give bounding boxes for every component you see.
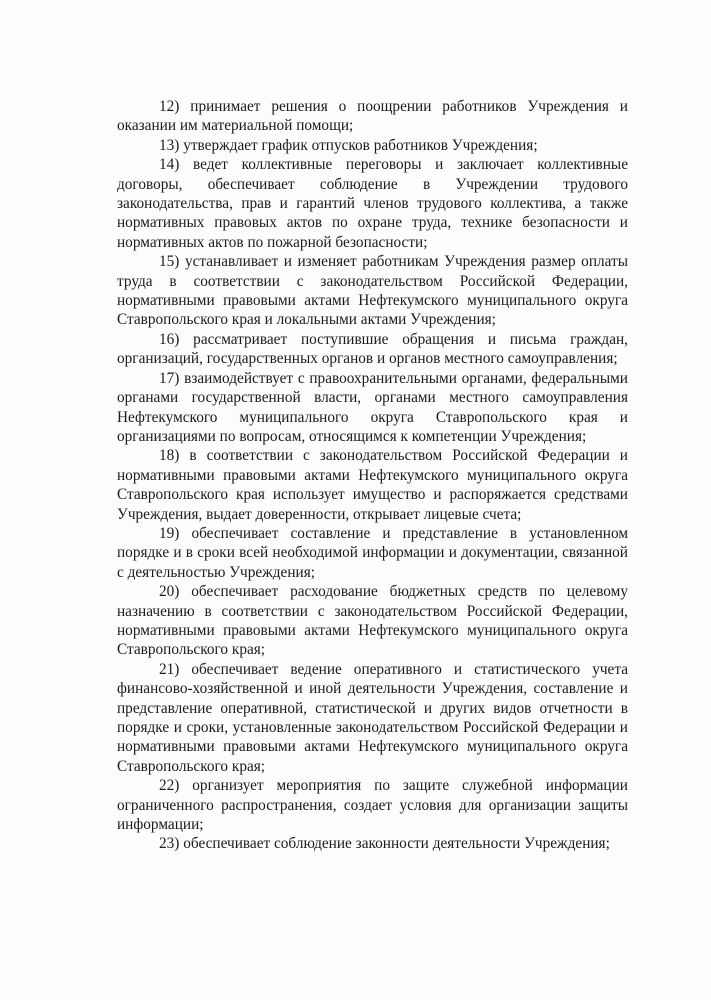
- paragraph-item-12: 12) принимает решения о поощрении работников Учреждения и оказании им материальной помощи;: [117, 98, 628, 135]
- paragraph-item-19: 19) обеспечивает составление и представление в установленном порядке и в сроки всей необходимой информации и документации, связанной с деятельностью Учреждения;: [117, 524, 628, 581]
- paragraph-item-18: 18) в соответствии с законодательством Российской Федерации и нормативными правовыми актами Нефтекумского муниципального округа Ставропольского края использует имущество и распоряжается средствами Учреждения, выдает доверенности, открывает лицевые счета;: [117, 447, 628, 523]
- paragraph-item-14: 14) ведет коллективные переговоры и заключает коллективные договоры, обеспечивает соблюдение в Учреждении трудового законодательства, прав и гарантий членов трудового коллектива, а также нормативных правовых актов по охране труда, технике безопасности и нормативных актов по пожарной безопасности;: [117, 156, 628, 251]
- paragraph-item-16: 16) рассматривает поступившие обращения и письма граждан, организаций, государственных органов и органов местного самоуправления;: [117, 330, 628, 368]
- paragraph-item-23: 23) обеспечивает соблюдение законности деятельности Учреждения;: [159, 835, 610, 853]
- paragraph-item-22: 22) организует мероприятия по защите служебной информации ограниченного распространения, создает условия для организации защиты информации;: [117, 777, 628, 834]
- paragraph-item-15: 15) устанавливает и изменяет работникам Учреждения размер оплаты труда в соответствии с законодательством Российской Федерации, нормативными правовыми актами Нефтекумского муниципального округа Ставропольского края и локальными актами Учреждения;: [117, 253, 628, 329]
- paragraph-item-17: 17) взаимодействует с правоохранительными органами, федеральными органами государственной власти, органами местного самоуправления Нефтекумского муниципального округа Ставропольского края и организациями по вопросам, относящимся к компетенции Учреждения;: [117, 369, 628, 445]
- paragraph-item-21: 21) обеспечивает ведение оперативного и статистического учета финансово-хозяйственной и иной деятельности Учреждения, составление и представление оперативной, статистической и других видов отчетности в порядке и сроки, установленные законодательством Российской Федерации и нормативными правовыми актами Нефтекумского муниципального округа Ставропольского края;: [117, 660, 628, 775]
- document-body: [117, 97, 628, 854]
- paragraph-item-13: 13) утверждает график отпусков работников Учреждения;: [159, 136, 538, 154]
- paragraph-item-20: 20) обеспечивает расходование бюджетных средств по целевому назначению в соответствии с законодательством Российской Федерации, нормативными правовыми актами Нефтекумского муниципального округа Ставропольского края;: [117, 583, 628, 659]
